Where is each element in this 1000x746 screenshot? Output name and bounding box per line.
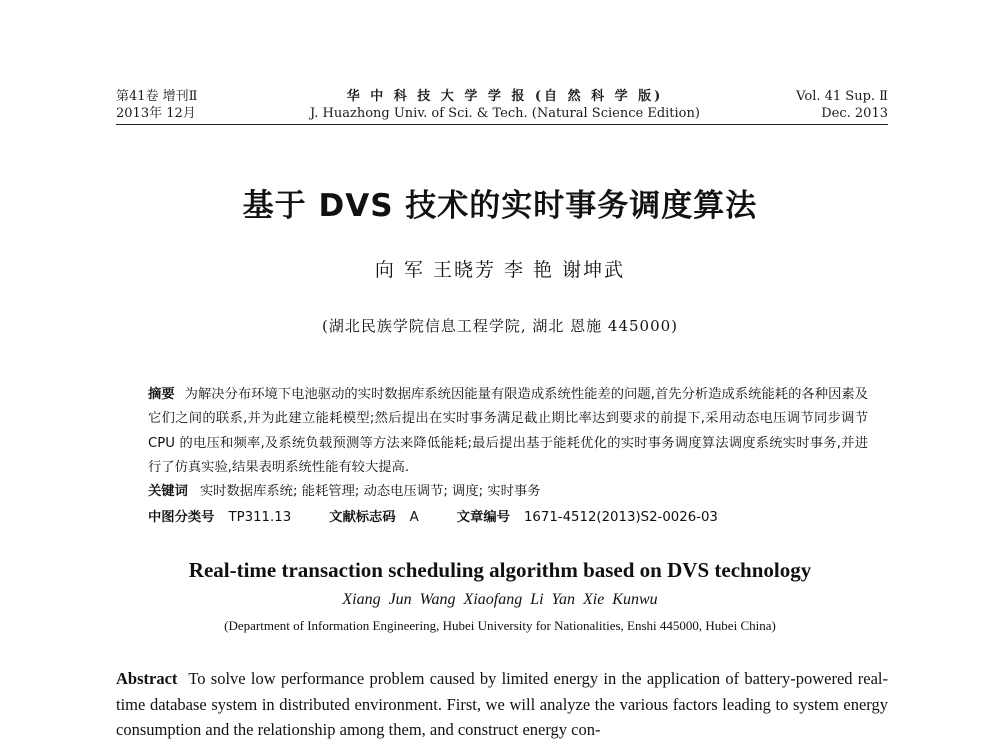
article-number-label: 文章编号 (456, 510, 510, 525)
affiliation-cn: (湖北民族学院信息工程学院, 湖北 恩施 445000) (321, 317, 679, 335)
header-volume-info-en (760, 88, 888, 122)
header-journal-info (290, 88, 720, 122)
doc-code-label: 文献标志码 (329, 510, 396, 525)
paper-title-en: Real-time transaction scheduling algorithm based on DVS technology (188, 558, 812, 582)
classification-line (148, 506, 888, 525)
keywords-cn-label: 关键词 (148, 484, 188, 499)
keywords-cn-text: 实时数据库系统; 能耗管理; 动态电压调节; 调度; 实时事务 (199, 484, 541, 499)
abstract-en-text: To solve low performance problem caused by limited energy in the application of battery-powered real-time database system in distributed environment. First, we will analyze the various factors leading to system energy consumption and the relationship among them, and construct energy con- (116, 669, 888, 739)
header-divider (116, 124, 888, 125)
abstract-en (116, 666, 888, 743)
volume-en: Vol. 41 Sup. Ⅱ (796, 89, 888, 104)
journal-name-cn: 华 中 科 技 大 学 学 报 (自 然 科 学 版) (346, 89, 664, 104)
volume-cn: 第41卷 增刊Ⅱ (116, 89, 198, 104)
clc-value: TP311.13 (228, 510, 292, 525)
authors-en: Xiang Jun Wang Xiaofang Li Yan Xie Kunwu (342, 591, 658, 608)
abstract-en-label: Abstract (116, 669, 178, 688)
affiliation-en: (Department of Information Engineering, Hubei University for Nationalities, Enshi 445000, Hubei China) (224, 618, 776, 633)
authors-cn: 向 军 王晓芳 李 艳 谢坤武 (374, 259, 626, 281)
header-volume-info (116, 88, 198, 122)
date-cn: 2013年 12月 (116, 106, 196, 121)
abstract-cn-text: 为解决分布环境下电池驱动的实时数据库系统因能量有限造成系统性能差的问题,首先分析造成系统能耗的各种因素及它们之间的联系,并为此建立能耗模型;然后提出在实时事务满足截止期比率达到要求的前提下,采用动态电压调节同步调节 CPU 的电压和频率,及系统负载预测等方法来降低能耗;最后提出基于能耗优化的实时事务调度算法调度系统实时事务,并进行了仿真实验,结果表明系统性能有较大提高. (148, 387, 868, 475)
article-number-value: 1671-4512(2013)S2-0026-03 (523, 510, 718, 525)
abstract-cn-label: 摘要 (148, 387, 175, 402)
doc-code-value: A (409, 510, 419, 525)
keywords-cn (148, 480, 888, 499)
date-en: Dec. 2013 (821, 106, 888, 121)
journal-name-en: J. Huazhong Univ. of Sci. & Tech. (Natural Science Edition) (310, 106, 700, 121)
abstract-cn (148, 383, 868, 480)
clc-label: 中图分类号 (148, 510, 215, 525)
paper-title-cn: 基于 DVS 技术的实时事务调度算法 (242, 188, 758, 224)
